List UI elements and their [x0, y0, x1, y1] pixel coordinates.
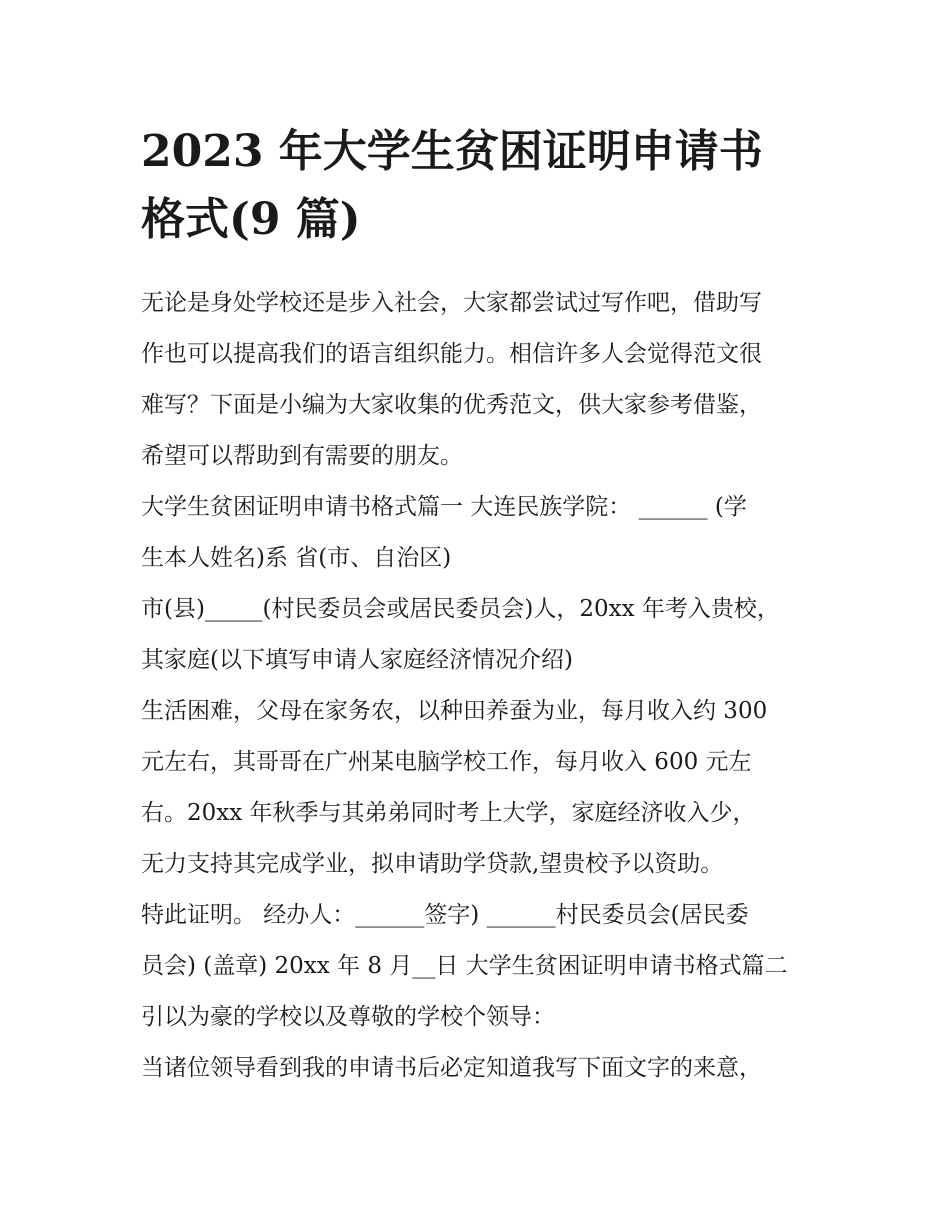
title-line: 格式(9 篇)	[141, 194, 361, 245]
text-line: 元左右，其哥哥在广州某电脑学校工作，每月收入 600 元左	[141, 749, 752, 775]
text-line: 作也可以提高我们的语言组织能力。相信许多人会觉得范文很	[141, 341, 762, 367]
text-line: 生本人姓名)系 省(市、自治区)	[141, 545, 452, 571]
text-line: 特此证明。 经办人：______签字) ______村民委员会(居民委	[141, 902, 749, 928]
document-body	[141, 278, 813, 1094]
text-line: 右。20xx 年秋季与其弟弟同时考上大学，家庭经济收入少，	[141, 800, 756, 826]
text-line: 市(县)_____(村民委员会或居民委员会)人，20xx 年考入贵校，	[141, 596, 780, 622]
text-line: 希望可以帮助到有需要的朋友。	[141, 443, 463, 469]
text-line: 无论是身处学校还是步入社会，大家都尝试过写作吧，借助写	[141, 290, 762, 316]
document-page	[141, 118, 813, 1094]
text-line: 员会) (盖章) 20xx 年 8 月__日 大学生贫困证明申请书格式篇二	[141, 953, 788, 979]
text-line: 其家庭(以下填写申请人家庭经济情况介绍)	[141, 647, 573, 673]
document-title	[141, 118, 813, 254]
title-line: 2023 年大学生贫困证明申请书	[141, 126, 763, 177]
text-line: 生活困难，父母在家务农，以种田养蚕为业，每月收入约 300	[141, 698, 768, 724]
text-line: 大学生贫困证明申请书格式篇一 大连民族学院： ______ (学	[141, 494, 747, 520]
text-line: 引以为豪的学校以及尊敬的学校个领导：	[141, 1004, 555, 1030]
text-line: 难写？下面是小编为大家收集的优秀范文，供大家参考借鉴，	[141, 392, 762, 418]
text-line: 无力支持其完成学业，拟申请助学贷款,望贵校予以资助。	[141, 851, 724, 877]
text-line: 当诸位领导看到我的申请书后必定知道我写下面文字的来意，	[141, 1055, 762, 1081]
